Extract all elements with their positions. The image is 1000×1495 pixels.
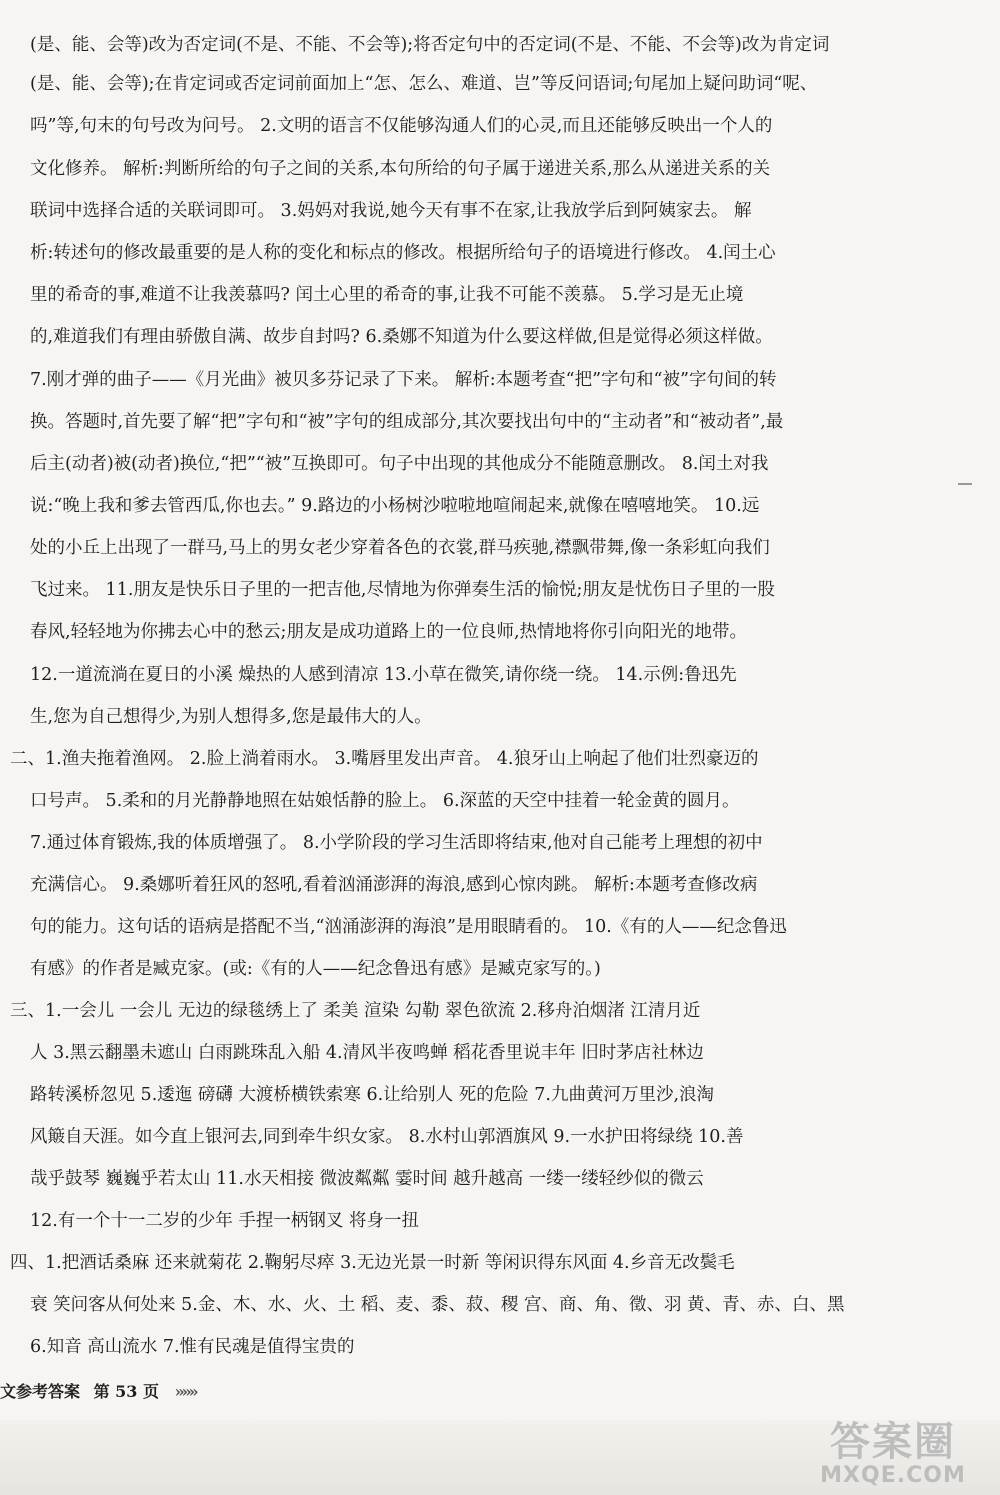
answer-line: 里的希奇的事,难道不让我羡慕吗? 闰土心里的希奇的事,让我不可能不羡慕。 5.学习是无止境 [30,285,744,305]
answer-line: 联词中选择合适的关联词即可。 3.妈妈对我说,她今天有事不在家,让我放学后到阿姨家去。 解 [30,201,752,221]
answer-line: 12.一道流淌在夏日的小溪 燥热的人感到清凉 13.小草在微笑,请你绕一绕。 14.示例:鲁迅先 [30,665,737,685]
answer-line: 人 3.黑云翻墨未遮山 白雨跳珠乱入船 4.清风半夜鸣蝉 稻花香里说丰年 旧时茅店社林边 [30,1043,704,1063]
watermark-logo: 答案圈 [830,1419,956,1465]
answer-line: 春风,轻轻地为你拂去心中的愁云;朋友是成功道路上的一位良师,热情地将你引向阳光的地带。 [30,622,748,642]
answer-line: 6.知音 高山流水 7.惟有民魂是值得宝贵的 [30,1337,355,1357]
answer-line: 充满信心。 9.桑娜听着狂风的怒吼,看着汹涌澎湃的海浪,感到心惊肉跳。 解析:本题考查修改病 [30,875,758,895]
answer-line: 处的小丘上出现了一群马,马上的男女老少穿着各色的衣裳,群马疾驰,襟飘带舞,像一条彩虹向我们 [30,538,770,558]
margin-mark [958,483,972,485]
footer-page-number: 第 53 页 [93,1382,160,1401]
chevron-arrows-icon: »»» [174,1382,196,1401]
answer-line: 的,难道我们有理由骄傲自满、故步自封吗? 6.桑娜不知道为什么要这样做,但是觉得必须这样做。 [30,327,773,347]
answer-line: 有感》的作者是臧克家。(或:《有的人——纪念鲁迅有感》是臧克家写的。) [30,959,601,979]
answer-line: (是、能、会等)改为否定词(不是、不能、不会等);将否定句中的否定词(不是、不能、不会等)改为肯定词 [30,35,830,55]
answer-line: 四、1.把酒话桑麻 还来就菊花 2.鞠躬尽瘁 3.无边光景一时新 等闲识得东风面 4.乡音无改鬓毛 [10,1253,735,1273]
footer-section-label: 文参考答案 [0,1382,81,1401]
answer-line: 后主(动者)被(动者)换位,“把”“被”互换即可。句子中出现的其他成分不能随意删改。 8.闰土对我 [30,454,769,474]
page-footer [0,1378,196,1406]
answer-line: 路转溪桥忽见 5.逶迤 磅礴 大渡桥横铁索寒 6.让给别人 死的危险 7.九曲黄河万里沙,浪淘 [30,1085,715,1105]
answer-line: 口号声。 5.柔和的月光静静地照在姑娘恬静的脸上。 6.深蓝的天空中挂着一轮金黄的圆月。 [30,791,740,811]
answer-line: 风簸自天涯。如今直上银河去,同到牵牛织女家。 8.水村山郭酒旗风 9.一水护田将绿绕 10.善 [30,1127,744,1147]
answer-line: 三、1.一会儿 一会儿 无边的绿毯绣上了 柔美 渲染 勾勒 翠色欲流 2.移舟泊烟渚 江清月近 [10,1001,701,1021]
answer-line: 说:“晚上我和爹去管西瓜,你也去。” 9.路边的小杨树沙啦啦地喧闹起来,就像在嘻嘻地笑。 10.远 [30,496,760,516]
answer-line: 二、1.渔夫拖着渔网。 2.脸上淌着雨水。 3.嘴唇里发出声音。 4.狼牙山上响起了他们壮烈豪迈的 [10,749,759,769]
answer-line: 吗”等,句末的句号改为问号。 2.文明的语言不仅能够沟通人们的心灵,而且还能够反映出一个人的 [30,116,773,136]
answer-line: 句的能力。这句话的语病是搭配不当,“汹涌澎湃的海浪”是用眼睛看的。 10.《有的人——纪念鲁迅 [30,917,787,937]
answer-line: (是、能、会等);在肯定词或否定词前面加上“怎、怎么、难道、岂”等反问语词;句尾加上疑问助词“呢、 [30,74,818,94]
answer-line: 哉乎鼓琴 巍巍乎若太山 11.水天相接 微波粼粼 霎时间 越升越高 一缕一缕轻纱似的微云 [30,1169,704,1189]
answer-line: 7.刚才弹的曲子——《月光曲》被贝多芬记录了下来。 解析:本题考查“把”字句和“被”字句间的转 [30,370,777,390]
answer-line: 生,您为自己想得少,为别人想得多,您是最伟大的人。 [30,707,432,727]
answer-line: 飞过来。 11.朋友是快乐日子里的一把吉他,尽情地为你弹奏生活的愉悦;朋友是忧伤日子里的一股 [30,580,775,600]
answer-line: 析:转述句的修改最重要的是人称的变化和标点的修改。根据所给句子的语境进行修改。 4.闰土心 [30,243,776,263]
watermark-url: MXQE.COM [820,1463,966,1488]
answer-line: 7.通过体育锻炼,我的体质增强了。 8.小学阶段的学习生活即将结束,他对自己能考上理想的初中 [30,833,763,853]
answer-line: 12.有一个十一二岁的少年 手捏一柄钢叉 将身一扭 [30,1211,419,1231]
watermark [798,1420,988,1490]
answer-line: 衰 笑问客从何处来 5.金、木、水、火、土 稻、麦、黍、菽、稷 宫、商、角、徵、羽 黄、青、赤、白、黑 [30,1295,845,1315]
answer-line: 换。答题时,首先要了解“把”字句和“被”字句的组成部分,其次要找出句中的“主动者”和“被动者”,最 [30,412,784,432]
answer-line: 文化修养。 解析:判断所给的句子之间的关系,本句所给的句子属于递进关系,那么从递进关系的关 [30,159,771,179]
